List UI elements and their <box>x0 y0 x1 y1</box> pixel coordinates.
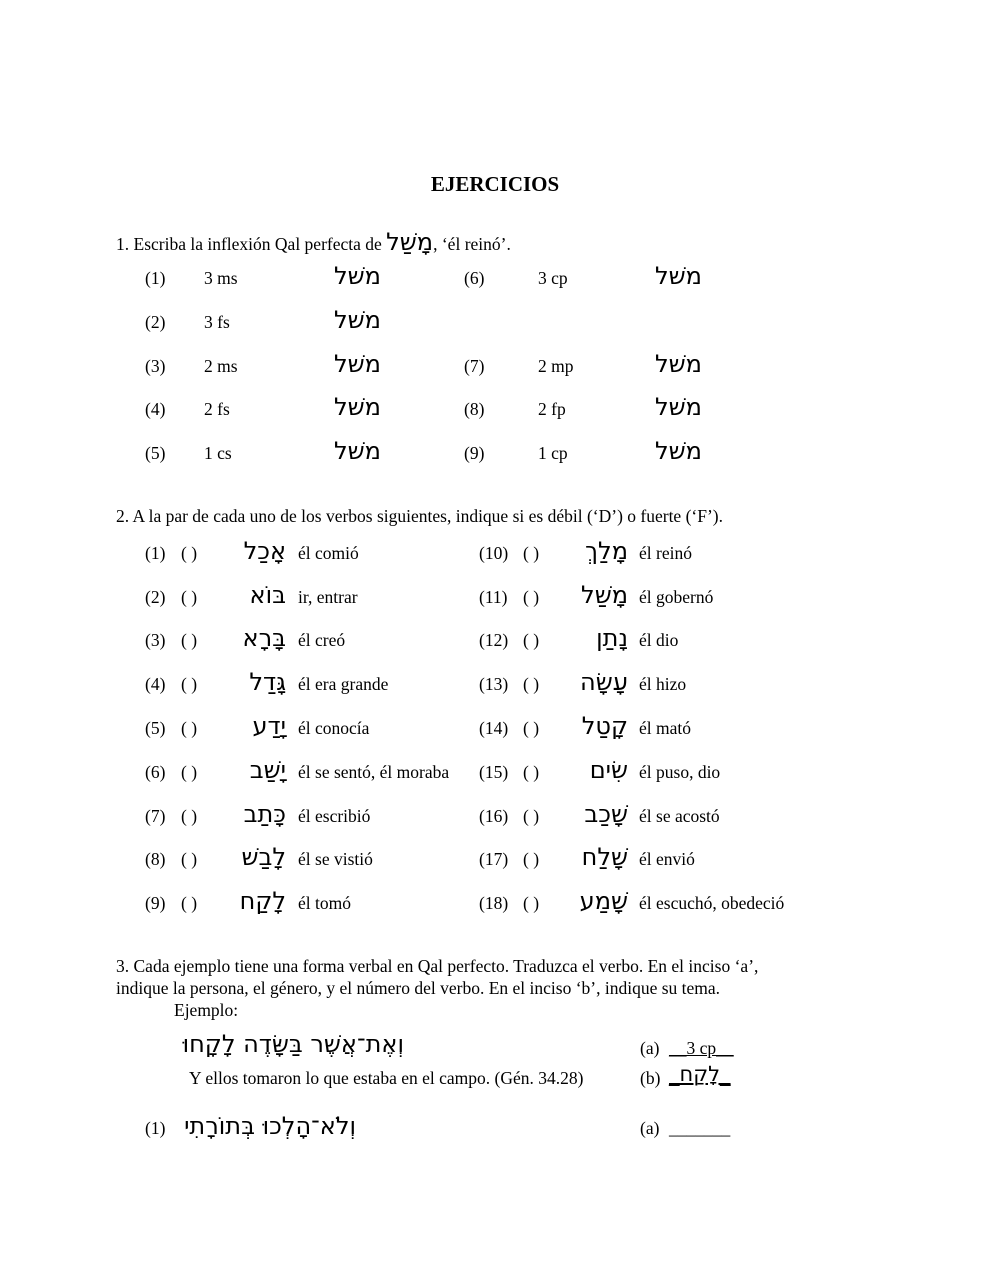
ex1-row-2-pgn: 3 fs <box>204 312 230 332</box>
ex1-row-1-pgn: 3 ms <box>204 268 238 288</box>
ex2-item-18-verb: שָׁמַע <box>579 887 628 915</box>
ex1-row-9-pgn: 1 cp <box>538 443 568 463</box>
ex2-item-6-answer-blank[interactable]: ( ) <box>181 762 198 782</box>
ex2-item-16-num: (16) <box>479 806 509 826</box>
example-label: Ejemplo: <box>174 1000 239 1020</box>
ex2-item-17-answer-blank[interactable]: ( ) <box>523 849 540 869</box>
ex3-item-1-a-label: (a) <box>640 1118 660 1138</box>
example-translation: Y ellos tomaron lo que estaba en el campo. (Gén. 34.28) <box>189 1068 584 1088</box>
ex1-row-1-stem: משׁל <box>334 262 381 290</box>
exercise-1-prompt <box>116 228 511 256</box>
ex3-item-1-hebrew: וְלֹא־הָלְכוּ בְּתוֹרָתִי <box>184 1112 356 1140</box>
ex2-item-12-verb: נָתַן <box>596 624 628 652</box>
ex2-item-14-answer-blank[interactable]: ( ) <box>523 718 540 738</box>
ex2-item-5-verb: יָדַע <box>252 712 286 740</box>
ex2-item-13-verb: עָשָׂה <box>580 668 628 696</box>
ex2-item-15-gloss: él puso, dio <box>639 762 721 782</box>
ex2-item-1-verb: אָכַל <box>243 537 286 565</box>
ex2-item-8-gloss: él se vistió <box>298 849 373 869</box>
ex2-item-8-num: (8) <box>145 849 166 869</box>
ex1-row-7-num: (7) <box>464 356 485 376</box>
exercise-1-prompt-text: 1. Escriba la inflexión Qal perfecta de <box>116 234 387 254</box>
ex2-item-9-answer-blank[interactable]: ( ) <box>181 893 198 913</box>
ex2-item-15-answer-blank[interactable]: ( ) <box>523 762 540 782</box>
ex2-item-10-gloss: él reinó <box>639 543 692 563</box>
ex2-item-4-num: (4) <box>145 674 166 694</box>
ex2-item-18-answer-blank[interactable]: ( ) <box>523 893 540 913</box>
ex2-item-17-num: (17) <box>479 849 509 869</box>
ex2-item-7-num: (7) <box>145 806 166 826</box>
ex2-item-10-answer-blank[interactable]: ( ) <box>523 543 540 563</box>
ex2-item-1-gloss: él comió <box>298 543 359 563</box>
ex1-row-6-stem: משׁל <box>655 262 702 290</box>
ex1-row-4-pgn: 2 fs <box>204 399 230 419</box>
ex2-item-1-answer-blank[interactable]: ( ) <box>181 543 198 563</box>
ex2-item-16-gloss: él se acostó <box>639 806 720 826</box>
exercise-3-prompt-line-1: 3. Cada ejemplo tiene una forma verbal en Qal perfecto. Traduzca el verbo. En el inciso ‘a’, <box>116 956 759 976</box>
example-a-answer: __3 cp__ <box>669 1038 734 1058</box>
example-b-label: (b) <box>640 1068 661 1088</box>
ex2-item-18-gloss: él escuchó, obedeció <box>639 893 785 913</box>
ex2-item-9-verb: לָקַח <box>239 887 286 915</box>
ex1-row-7-pgn: 2 mp <box>538 356 574 376</box>
ex2-item-17-gloss: él envió <box>639 849 695 869</box>
ex2-item-9-gloss: él tomó <box>298 893 351 913</box>
ex1-row-3-stem: משׁל <box>334 350 381 378</box>
ex2-item-5-answer-blank[interactable]: ( ) <box>181 718 198 738</box>
example-b-answer: _לָקַח_ <box>669 1062 731 1086</box>
ex3-item-1-num: (1) <box>145 1118 166 1138</box>
ex1-row-1-num: (1) <box>145 268 166 288</box>
ex1-row-5-pgn: 1 cs <box>204 443 232 463</box>
ex2-item-2-answer-blank[interactable]: ( ) <box>181 587 198 607</box>
ex2-item-14-gloss: él mató <box>639 718 691 738</box>
ex2-item-4-verb: גָּדַל <box>249 668 286 696</box>
ex2-item-1-num: (1) <box>145 543 166 563</box>
ex1-row-5-num: (5) <box>145 443 166 463</box>
ex2-item-11-verb: מָשַׁל <box>581 581 628 609</box>
ex2-item-4-answer-blank[interactable]: ( ) <box>181 674 198 694</box>
ex2-item-11-gloss: él gobernó <box>639 587 714 607</box>
ex2-item-5-gloss: él conocía <box>298 718 370 738</box>
ex2-item-9-num: (9) <box>145 893 166 913</box>
example-a-label: (a) <box>640 1038 660 1058</box>
exercise-3-prompt-line-2: indique la persona, el género, y el número del verbo. En el inciso ‘b’, indique su tema. <box>116 978 721 998</box>
ex2-item-10-num: (10) <box>479 543 509 563</box>
ex2-item-15-num: (15) <box>479 762 509 782</box>
ex2-item-17-verb: שָׁלַח <box>581 843 628 871</box>
ex2-item-16-answer-blank[interactable]: ( ) <box>523 806 540 826</box>
ex1-row-9-num: (9) <box>464 443 485 463</box>
page-title: EJERCICIOS <box>430 172 560 196</box>
exercise-2-prompt: 2. A la par de cada uno de los verbos siguientes, indique si es débil (‘D’) o fuerte (‘F’). <box>116 506 723 526</box>
ex2-item-13-gloss: él hizo <box>639 674 687 694</box>
ex1-row-8-num: (8) <box>464 399 485 419</box>
ex2-item-7-gloss: él escribió <box>298 806 371 826</box>
ex2-item-16-verb: שָׁכַב <box>584 800 628 828</box>
ex2-item-11-answer-blank[interactable]: ( ) <box>523 587 540 607</box>
ex1-row-6-num: (6) <box>464 268 485 288</box>
ex2-item-3-answer-blank[interactable]: ( ) <box>181 630 198 650</box>
ex2-item-4-gloss: él era grande <box>298 674 389 694</box>
ex2-item-6-verb: יָשַׁב <box>249 756 286 784</box>
ex2-item-8-verb: לָבַשׁ <box>241 843 286 871</box>
ex1-row-4-num: (4) <box>145 399 166 419</box>
ex1-row-9-stem: משׁל <box>655 437 702 465</box>
ex2-item-13-answer-blank[interactable]: ( ) <box>523 674 540 694</box>
ex2-item-3-verb: בָּרָא <box>242 624 286 652</box>
ex1-row-3-pgn: 2 ms <box>204 356 238 376</box>
ex2-item-14-verb: קָטַל <box>581 712 628 740</box>
ex1-row-2-num: (2) <box>145 312 166 332</box>
ex2-item-12-num: (12) <box>479 630 509 650</box>
ex2-item-18-num: (18) <box>479 893 509 913</box>
ex3-item-1-a-blank[interactable]: _______ <box>669 1118 731 1138</box>
ex1-row-2-stem: משׁל <box>334 306 381 334</box>
ex2-item-12-answer-blank[interactable]: ( ) <box>523 630 540 650</box>
ex2-item-11-num: (11) <box>479 587 508 607</box>
ex2-item-3-num: (3) <box>145 630 166 650</box>
exercise-1-verb: מָשַׁל <box>386 228 434 256</box>
ex2-item-6-num: (6) <box>145 762 166 782</box>
ex1-row-5-stem: משׁל <box>334 437 381 465</box>
ex1-row-4-stem: משׁל <box>334 393 381 421</box>
ex1-row-7-stem: משׁל <box>655 350 702 378</box>
ex2-item-7-answer-blank[interactable]: ( ) <box>181 806 198 826</box>
ex2-item-2-verb: בּוֹא <box>249 581 286 609</box>
ex1-row-8-pgn: 2 fp <box>538 399 566 419</box>
ex2-item-2-num: (2) <box>145 587 166 607</box>
ex2-item-7-verb: כָּתַב <box>243 800 286 828</box>
ex2-item-8-answer-blank[interactable]: ( ) <box>181 849 198 869</box>
example-hebrew-sentence: וְאֶת־אֲשֶׁר בַּשָּׂדֶה לָקָחוּ <box>182 1030 404 1058</box>
ex2-item-13-num: (13) <box>479 674 509 694</box>
ex2-item-12-gloss: él dio <box>639 630 679 650</box>
exercise-1-prompt-gloss: , ‘él reinó’. <box>433 234 511 254</box>
ex2-item-15-verb: שִׂים <box>589 756 628 784</box>
ex2-item-14-num: (14) <box>479 718 509 738</box>
ex1-row-8-stem: משׁל <box>655 393 702 421</box>
ex2-item-10-verb: מָלַךְ <box>585 537 628 565</box>
ex2-item-2-gloss: ir, entrar <box>298 587 358 607</box>
ex1-row-6-pgn: 3 cp <box>538 268 568 288</box>
ex2-item-3-gloss: él creó <box>298 630 346 650</box>
ex1-row-3-num: (3) <box>145 356 166 376</box>
ex2-item-6-gloss: él se sentó, él moraba <box>298 762 450 782</box>
ex2-item-5-num: (5) <box>145 718 166 738</box>
